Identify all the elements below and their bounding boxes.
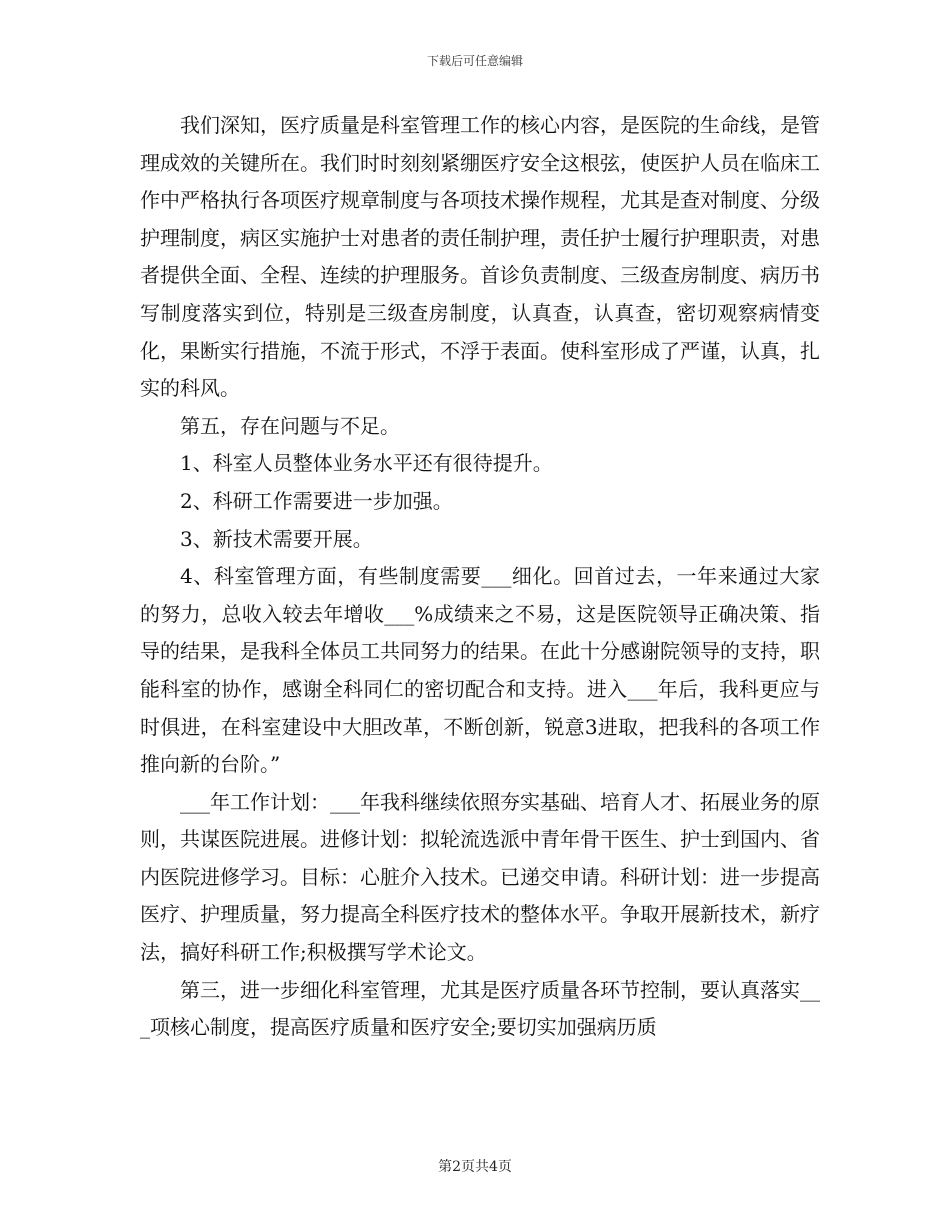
paragraph-issue-3: 3、新技术需要开展。 [180,526,373,551]
paragraph-section-five: 第五，存在问题与不足。 [180,413,400,438]
paragraph-section-three: 第三，进一步细化科室管理，尤其是医疗质量各环节控制，要认真落实___项核心制度，提高医疗质量和医疗安全;要切实加强病历质 [140,977,820,1040]
paragraph-medical-quality: 我们深知，医疗质量是科室管理工作的核心内容，是医院的生命线，是管理成效的关键所在。我们时时刻刻紧绷医疗安全这根弦，使医护人员在临床工作中严格执行各项医疗规章制度与各项技术操作规程，尤其是查对制度、分级护理制度，病区实施护士对患者的责任制护理，责任护士履行护理职责，对患者提供全面、全程、连续的护理服务。首诊负责制度、三级查房制度、病历书写制度落实到位，特别是三级查房制度，认真查，认真查，密切观察病情变化，果断实行措施，不流于形式，不浮于表面。使科室形成了严谨，认真，扎实的科风。 [140,113,820,401]
page-number: 第2页共4页 [438,1159,512,1175]
paragraph-work-plan: ___年工作计划：___年我科继续依照夯实基础、培育人才、拓展业务的原则，共谋医院进展。进修计划：拟轮流选派中青年骨干医生、护士到国内、省内医院进修学习。目标：心脏介入技术。已递交申请。科研计划：进一步提高医疗、护理质量，努力提高全科医疗技术的整体水平。争取开展新技术，新疗法，搞好科研工作;积极撰写学术论文。 [140,789,820,965]
document-body [140,107,820,1047]
paragraph-issue-2: 2、科研工作需要进一步加强。 [180,488,453,513]
paragraph-issue-1: 1、科室人员整体业务水平还有很待提升。 [180,451,553,476]
page-header-note: 下载后可任意编辑 [426,54,523,68]
paragraph-issue-4-review: 4、科室管理方面，有些制度需要___细化。回首过去，一年来通过大家的努力，总收入较去年增收___%成绩来之不易，这是医院领导正确决策、指导的结果，是我科全体员工共同努力的结果。在此十分感谢院领导的支持，职能科室的协作，感谢全科同仁的密切配合和支持。进入___年后，我科更应与时俱进，在科室建设中大胆改革，不断创新，锐意3进取，把我科的各项工作推向新的台阶。” [140,564,820,777]
